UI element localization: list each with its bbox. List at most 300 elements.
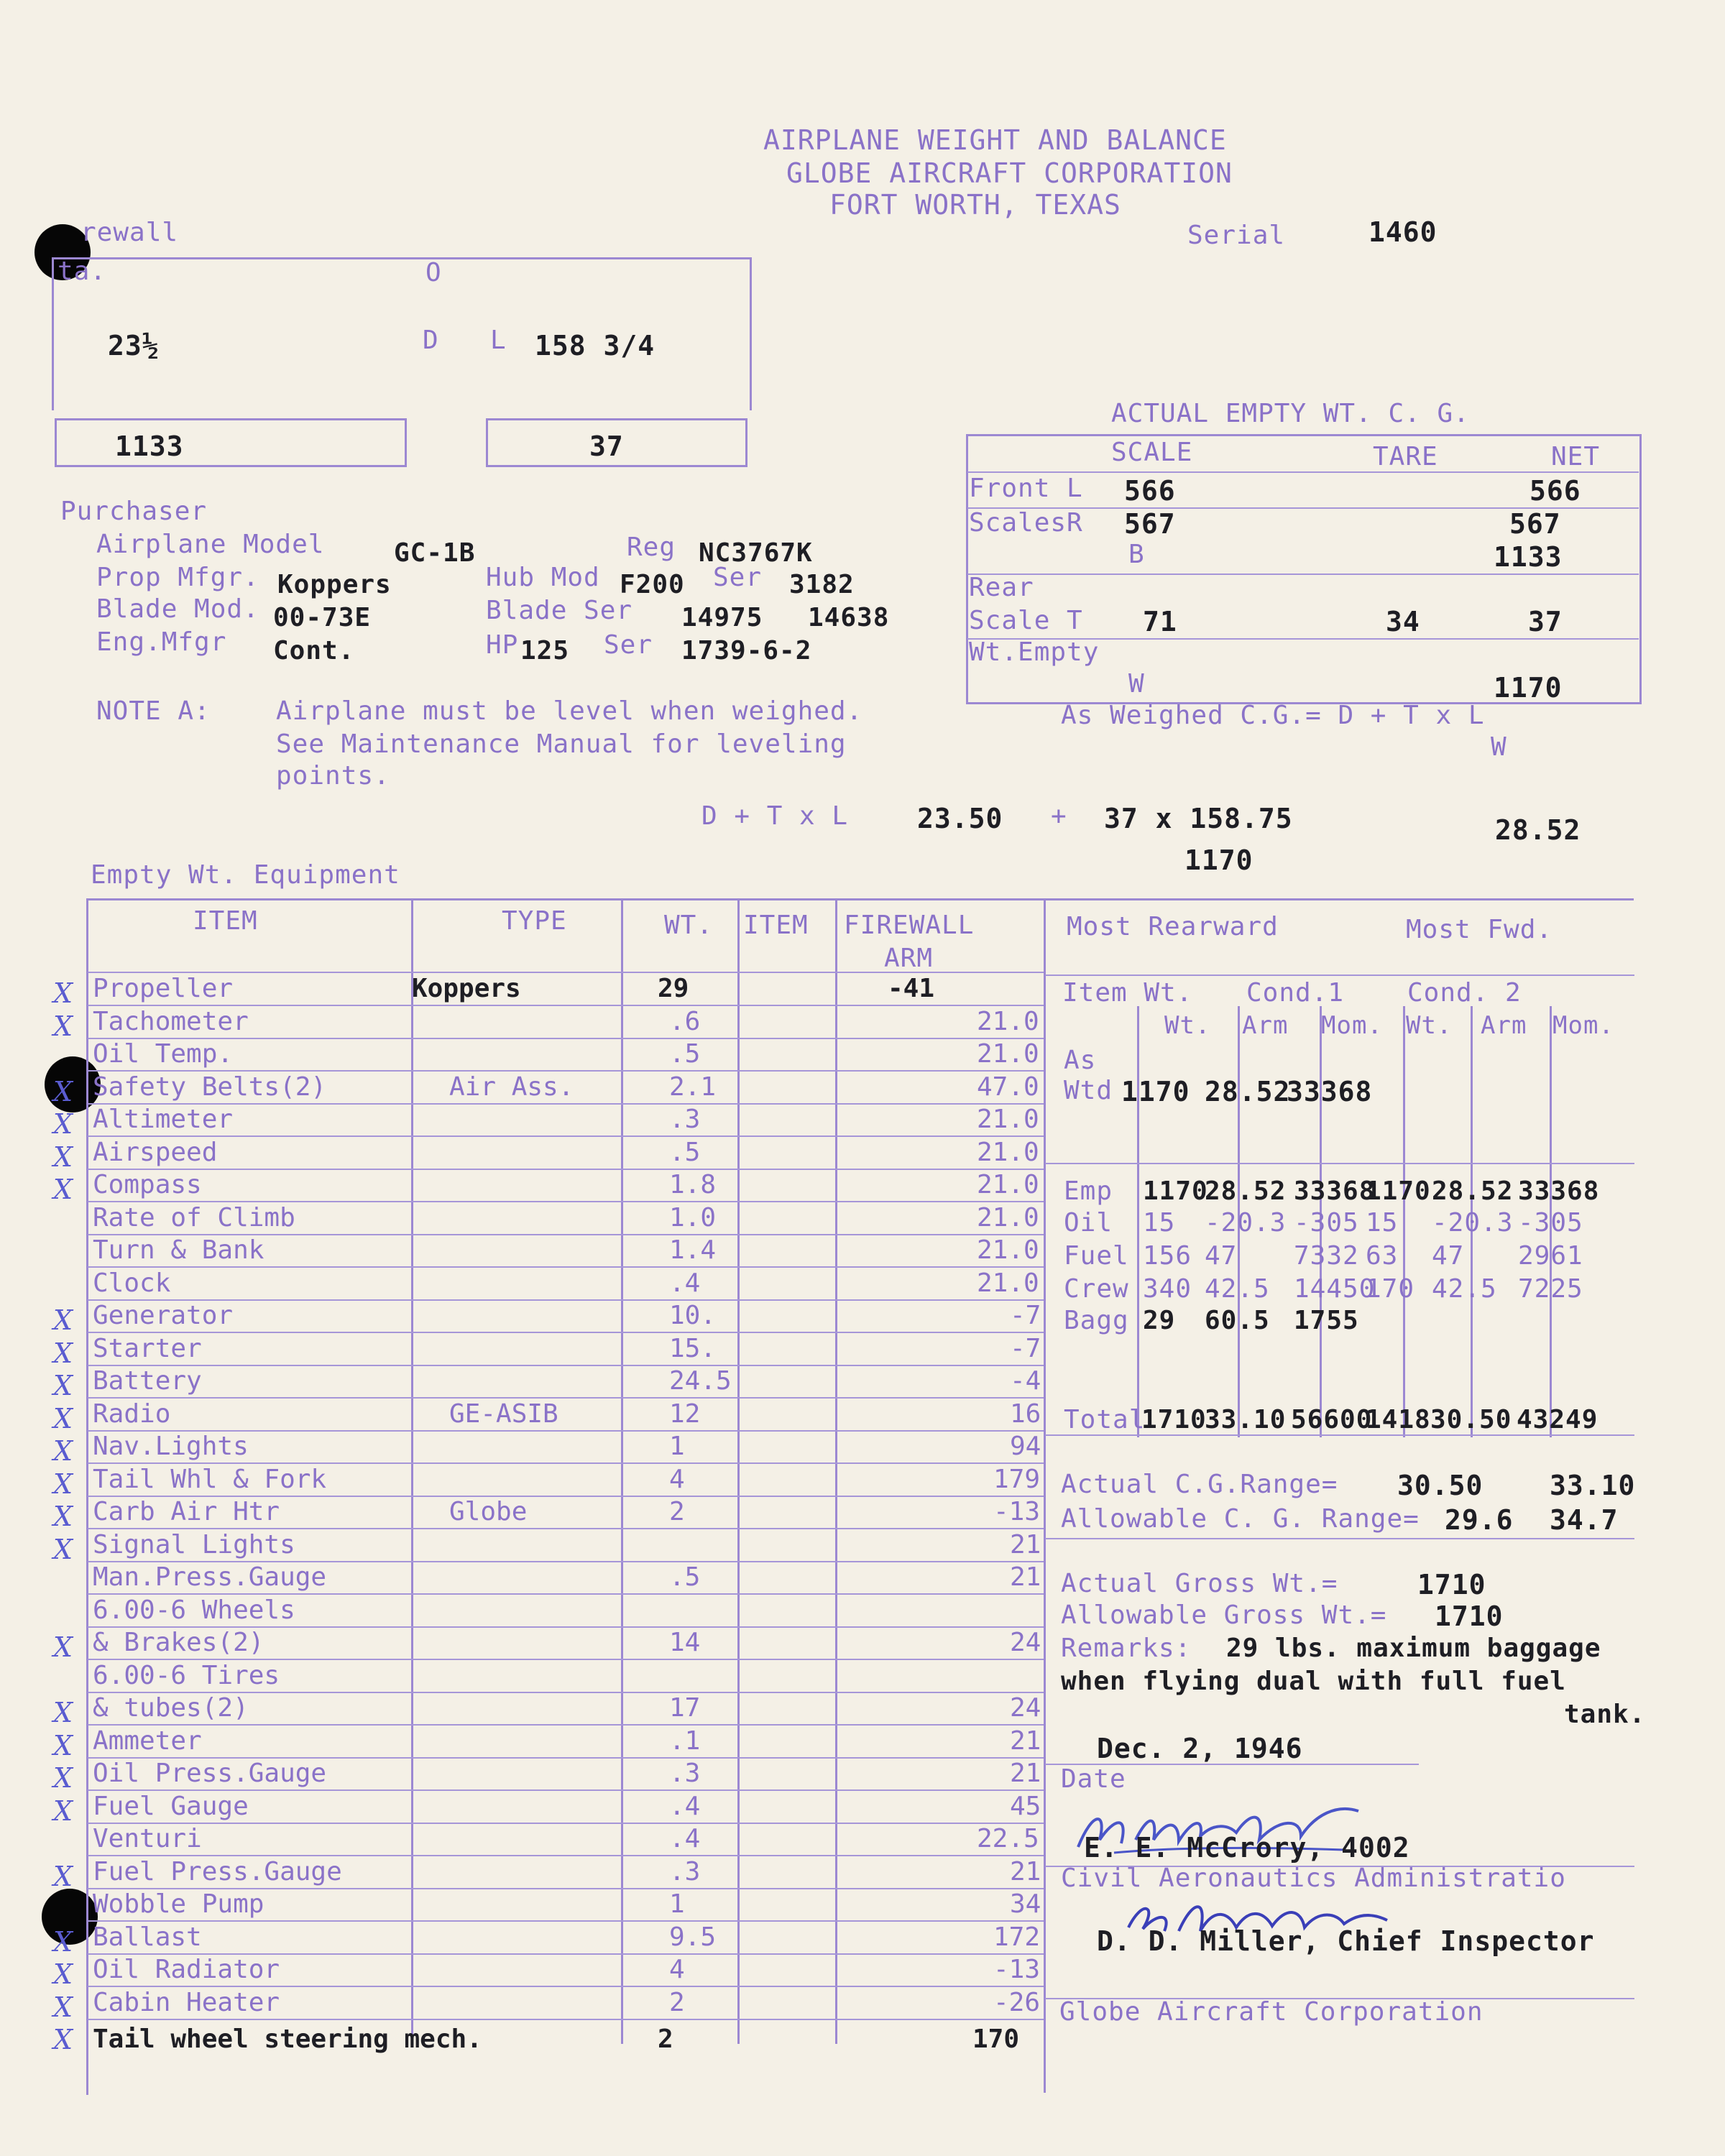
check-mark-icon: X <box>53 1501 73 1532</box>
row-item-name: Tachometer <box>93 1007 249 1036</box>
scales-scale: 567 <box>1124 508 1176 540</box>
cg-cell-wt1: 29 <box>1143 1306 1176 1335</box>
empty-cg-tare-header: TARE <box>1373 442 1438 471</box>
row-arm: 24 <box>1010 1628 1041 1657</box>
date-label: Date <box>1061 1764 1126 1794</box>
row-arm: -7 <box>1010 1334 1041 1363</box>
check-mark-icon: X <box>53 1861 73 1892</box>
cg-subheader: Wt. <box>1164 1011 1211 1040</box>
firewall-label: rewall <box>80 218 179 247</box>
cg-cell-arm2: -20.3 <box>1432 1208 1514 1238</box>
cg-cell-mom1: -305 <box>1294 1208 1359 1238</box>
firewall-weight: 1133 <box>115 430 184 462</box>
table-row <box>90 1429 1046 1462</box>
formula-divisor: 1170 <box>1184 844 1254 876</box>
check-mark-icon: X <box>53 1108 73 1140</box>
header-line3: FORT WORTH, TEXAS <box>829 189 1121 221</box>
row-weight: .3 <box>669 1857 701 1886</box>
scale-t-scale: 71 <box>1143 606 1177 637</box>
check-mark-icon: X <box>53 1370 73 1401</box>
table-row <box>90 1789 1046 1823</box>
front-label: Front L <box>969 474 1083 503</box>
row-arm: 21 <box>1010 1857 1041 1886</box>
row-weight: 17 <box>669 1693 701 1723</box>
firewall-zero: O <box>426 258 442 287</box>
row-weight: 29 <box>658 974 689 1003</box>
wt-empty-label: Wt.Empty <box>969 637 1100 667</box>
formula-plus: + <box>1051 801 1067 831</box>
check-mark-icon: X <box>53 1403 73 1434</box>
cg-cell-label: Bagg <box>1064 1306 1129 1335</box>
cg-cell-arm1: 47 <box>1205 1241 1238 1271</box>
front-scale: 566 <box>1124 475 1176 507</box>
row-type: Air Ass. <box>449 1072 574 1102</box>
cg-cell-wt2: 15 <box>1366 1208 1399 1238</box>
row-weight: 4 <box>669 1465 685 1494</box>
blade-label: Blade Mod. <box>96 594 259 624</box>
cg-cell-arm1: 42.5 <box>1205 1274 1270 1304</box>
row-weight: 2 <box>669 1497 685 1526</box>
row-item-name: Battery <box>93 1366 202 1396</box>
row-weight: 9.5 <box>669 1922 717 1952</box>
row-arm: 21 <box>1010 1562 1041 1592</box>
row-weight: .5 <box>669 1138 701 1167</box>
table-row <box>90 1953 1046 1986</box>
allow-gross-value: 1710 <box>1435 1600 1504 1632</box>
row-arm: 21 <box>1010 1759 1041 1788</box>
row-arm: 21.0 <box>977 1138 1039 1167</box>
row-type: GE-ASIB <box>449 1399 558 1429</box>
hub-value: F200 <box>620 570 685 599</box>
row-weight: .1 <box>669 1726 701 1756</box>
header-line2: GLOBE AIRCRAFT CORPORATION <box>786 157 1233 189</box>
cg-cell-arm1: -20.3 <box>1205 1208 1287 1238</box>
firewall-d-label: D <box>423 326 439 355</box>
row-weight: 2.1 <box>669 1072 717 1102</box>
header-item: ITEM <box>193 906 258 936</box>
as-row-mom: 33368 <box>1287 1076 1373 1107</box>
table-row <box>90 1691 1046 1724</box>
table-row <box>90 1005 1046 1038</box>
table-row <box>90 1135 1046 1169</box>
total-arm2: 30.50 <box>1430 1405 1512 1434</box>
row-weight: 1 <box>669 1889 685 1919</box>
row-item-name: Radio <box>93 1399 171 1429</box>
caa-label: Civil Aeronautics Administratio <box>1061 1864 1566 1893</box>
table-row <box>90 1822 1046 1855</box>
header-type: TYPE <box>502 906 567 936</box>
hub-label: Hub Mod <box>486 563 600 592</box>
eng-value: Cont. <box>273 636 355 665</box>
cg-cell-mom1: 1755 <box>1294 1306 1359 1335</box>
check-mark-icon: X <box>53 1926 73 1958</box>
table-row <box>90 1070 1046 1103</box>
check-mark-icon: X <box>53 1697 73 1728</box>
row-arm: -4 <box>1010 1366 1041 1396</box>
row-item-name: Venturi <box>93 1824 202 1853</box>
row-arm: 34 <box>1010 1889 1041 1919</box>
serial-value: 1460 <box>1368 216 1438 248</box>
table-row <box>90 2018 1046 2054</box>
actual-range-2: 33.10 <box>1550 1470 1636 1501</box>
as-row-arm: 28.52 <box>1205 1076 1291 1107</box>
cg-cell-mom2: 7225 <box>1518 1274 1583 1304</box>
row-arm: 179 <box>993 1465 1041 1494</box>
eng-ser-label: Ser <box>604 630 653 660</box>
item-wt-label: Item Wt. <box>1062 978 1193 1008</box>
row-weight: .5 <box>669 1039 701 1069</box>
row-item-name: 6.00-6 Wheels <box>93 1595 295 1625</box>
hp-value: 125 <box>520 636 570 665</box>
note-line3: points. <box>276 761 390 791</box>
formula-result: 28.52 <box>1495 814 1581 846</box>
gross-label: Actual Gross Wt.= <box>1061 1569 1338 1598</box>
row-arm: 21.0 <box>977 1235 1039 1265</box>
total-mom1: 56600 <box>1291 1405 1373 1434</box>
blade-ser-value-2: 14638 <box>808 603 890 632</box>
cg-subheader: Mom. <box>1552 1011 1614 1040</box>
check-mark-icon: X <box>53 1337 73 1369</box>
row-arm: 22.5 <box>977 1824 1039 1853</box>
row-item-name: Fuel Press.Gauge <box>93 1857 342 1886</box>
check-mark-icon: X <box>53 1631 73 1663</box>
row-weight: 15. <box>669 1334 717 1363</box>
eng-label: Eng.Mfgr <box>96 627 227 657</box>
total-wt1: 1710 <box>1141 1405 1207 1434</box>
row-weight: 10. <box>669 1301 717 1330</box>
row-item-name: Fuel Gauge <box>93 1792 249 1821</box>
row-item-name: 6.00-6 Tires <box>93 1661 280 1690</box>
firewall-d-value: 23½ <box>108 330 160 361</box>
cond1-label: Cond.1 <box>1246 978 1345 1008</box>
table-row <box>90 1397 1046 1430</box>
note-label: NOTE A: <box>96 696 211 726</box>
cg-cell-mom2: 2961 <box>1518 1241 1583 1271</box>
cg-cell-mom1: 7332 <box>1294 1241 1359 1271</box>
row-item-name: Oil Radiator <box>93 1955 280 1984</box>
row-item-name: Tail wheel steering mech. <box>93 2024 482 2054</box>
check-mark-icon: X <box>53 2024 73 2055</box>
table-row <box>90 1201 1046 1234</box>
blade-ser-label: Blade Ser <box>486 596 633 625</box>
row-arm: 21.0 <box>977 1268 1039 1298</box>
table-row <box>90 1593 1046 1626</box>
row-weight: .3 <box>669 1759 701 1788</box>
row-item-name: Airspeed <box>93 1138 218 1167</box>
table-row <box>90 1102 1046 1135</box>
row-weight: 1.0 <box>669 1203 717 1233</box>
row-item-name: Oil Temp. <box>93 1039 234 1069</box>
firewall-l-value: 158 3/4 <box>535 330 656 361</box>
blade-value: 00-73E <box>273 603 372 632</box>
row-weight: .5 <box>669 1562 701 1592</box>
cg-cell-wt1: 340 <box>1143 1274 1192 1304</box>
table-row <box>90 1724 1046 1757</box>
cg-cell-label: Fuel <box>1064 1241 1129 1271</box>
row-arm: 21.0 <box>977 1105 1039 1134</box>
check-mark-icon: X <box>53 1076 73 1107</box>
row-type: Globe <box>449 1497 528 1526</box>
table-row <box>90 1528 1046 1561</box>
firewall-tare: 37 <box>589 430 624 462</box>
header-firewall: FIREWALL <box>844 911 975 940</box>
row-arm: 172 <box>993 1922 1041 1952</box>
row-arm: -26 <box>993 1988 1041 2017</box>
row-weight: 4 <box>669 1955 685 1984</box>
firewall-l-label: L <box>490 326 507 355</box>
remarks-line2: when flying dual with full fuel <box>1061 1667 1566 1696</box>
as-weighed-formula: As Weighed C.G.= D + T x L <box>1061 701 1485 730</box>
model-value: GC-1B <box>394 538 476 568</box>
row-arm: -13 <box>993 1955 1041 1984</box>
scale-t-tare: 34 <box>1386 606 1420 637</box>
row-arm: 94 <box>1010 1432 1041 1461</box>
remarks-label: Remarks: <box>1061 1634 1192 1663</box>
formula-rest: 37 x 158.75 <box>1104 803 1293 834</box>
actual-range-1: 30.50 <box>1397 1470 1484 1501</box>
cg-cell-arm2: 47 <box>1432 1241 1465 1271</box>
actual-range-label: Actual C.G.Range= <box>1061 1470 1338 1499</box>
equipment-title: Empty Wt. Equipment <box>91 860 400 890</box>
total-wt2: 1418 <box>1366 1405 1431 1434</box>
serial-label: Serial <box>1187 221 1286 250</box>
total-arm1: 33.10 <box>1205 1405 1287 1434</box>
cg-cell-mom2: 33368 <box>1518 1176 1600 1206</box>
purchaser-label: Purchaser <box>60 497 208 526</box>
row-weight: .4 <box>669 1824 701 1853</box>
row-item-name: Ammeter <box>93 1726 202 1756</box>
scale-t-label: Scale T <box>969 606 1083 635</box>
firewall-weight-box <box>55 418 407 467</box>
globe-label: Globe Aircraft Corporation <box>1059 1997 1484 2027</box>
empty-cg-title: ACTUAL EMPTY WT. C. G. <box>1111 399 1470 428</box>
prop-value: Koppers <box>277 570 392 599</box>
header-arm: ARM <box>884 944 934 973</box>
table-row <box>90 1920 1046 1953</box>
allow-range-1: 29.6 <box>1445 1504 1514 1536</box>
remarks-line1: 29 lbs. maximum baggage <box>1226 1634 1601 1663</box>
most-fwd: Most Fwd. <box>1406 915 1553 944</box>
w-label: W <box>1128 669 1145 699</box>
row-item-name: & tubes(2) <box>93 1693 249 1723</box>
gross-value: 1710 <box>1417 1569 1486 1600</box>
table-row <box>90 1266 1046 1299</box>
table-row <box>90 1756 1046 1789</box>
table-row <box>90 1364 1046 1397</box>
firewall-sta-label: ta. <box>58 257 107 286</box>
table-row <box>90 1986 1046 2019</box>
row-weight: 14 <box>669 1628 701 1657</box>
remarks-line3: tank. <box>1564 1700 1646 1729</box>
row-type: Koppers <box>412 974 521 1003</box>
row-arm: 21 <box>1010 1726 1041 1756</box>
cg-cell-label: Oil <box>1064 1208 1113 1238</box>
row-item-name: Starter <box>93 1334 202 1363</box>
header-line1: AIRPLANE WEIGHT AND BALANCE <box>763 124 1227 156</box>
row-arm: 47.0 <box>977 1072 1039 1102</box>
header-item-2: ITEM <box>743 911 809 940</box>
check-mark-icon: X <box>53 1174 73 1205</box>
row-weight: .3 <box>669 1105 701 1134</box>
ser-value: 3182 <box>789 570 855 599</box>
scales-label: ScalesR <box>969 508 1083 538</box>
cg-cell-wt1: 1170 <box>1143 1176 1208 1206</box>
row-arm: 16 <box>1010 1399 1041 1429</box>
row-arm: 21.0 <box>977 1203 1039 1233</box>
check-mark-icon: X <box>53 1958 73 1990</box>
blade-ser-value: 14975 <box>681 603 763 632</box>
check-mark-icon: X <box>53 1991 73 2023</box>
hp-label: HP <box>486 630 519 660</box>
row-weight: .6 <box>669 1007 701 1036</box>
row-item-name: Generator <box>93 1301 234 1330</box>
cg-cell-label: Emp <box>1064 1176 1113 1206</box>
row-weight: 2 <box>669 1988 685 2017</box>
check-mark-icon: X <box>53 1762 73 1794</box>
table-row <box>90 1332 1046 1365</box>
cg-subheader: Arm <box>1481 1011 1527 1040</box>
cg-cell-wt2: 1170 <box>1366 1176 1431 1206</box>
table-row <box>90 1659 1046 1692</box>
row-item-name: Cabin Heater <box>93 1988 280 2017</box>
row-arm: 21.0 <box>977 1007 1039 1036</box>
table-row <box>90 1168 1046 1201</box>
row-item-name: Carb Air Htr <box>93 1497 280 1526</box>
table-row <box>90 1887 1046 1920</box>
row-item-name: Man.Press.Gauge <box>93 1562 327 1592</box>
row-item-name: Clock <box>93 1268 171 1298</box>
check-mark-icon: X <box>53 1468 73 1500</box>
table-row <box>90 1037 1046 1070</box>
table-row <box>90 1299 1046 1332</box>
cg-subheader: Mom. <box>1321 1011 1383 1040</box>
check-mark-icon: X <box>53 1534 73 1565</box>
row-arm: -41 <box>888 974 935 1003</box>
row-arm: 21.0 <box>977 1039 1039 1069</box>
header-wt: WT. <box>664 911 714 940</box>
signature-name-2: D. D. Miller, Chief Inspector <box>1097 1925 1595 1957</box>
row-arm: 24 <box>1010 1693 1041 1723</box>
check-mark-icon: X <box>53 1304 73 1336</box>
b-net: 1133 <box>1494 541 1563 573</box>
check-mark-icon: X <box>53 1795 73 1827</box>
row-item-name: Turn & Bank <box>93 1235 264 1265</box>
w-net: 1170 <box>1494 672 1563 704</box>
table-row <box>90 1495 1046 1528</box>
ser-label: Ser <box>713 563 763 592</box>
inspection-date: Dec. 2, 1946 <box>1097 1733 1303 1764</box>
row-arm: 45 <box>1010 1792 1041 1821</box>
row-item-name: Ballast <box>93 1922 202 1952</box>
as-row-label: Wtd <box>1064 1076 1113 1105</box>
row-item-name: Oil Press.Gauge <box>93 1759 327 1788</box>
eng-ser-value: 1739-6-2 <box>681 636 812 665</box>
row-item-name: Rate of Climb <box>93 1203 295 1233</box>
empty-cg-scale-header: SCALE <box>1111 438 1193 467</box>
table-row <box>90 1626 1046 1659</box>
formula-d: 23.50 <box>917 803 1003 834</box>
row-arm: -7 <box>1010 1301 1041 1330</box>
cg-cell-wt1: 156 <box>1143 1241 1192 1271</box>
allow-range-2: 34.7 <box>1550 1504 1619 1536</box>
signature-name-1: E. E. McCrory, 4002 <box>1084 1832 1410 1864</box>
row-weight: 1 <box>669 1432 685 1461</box>
cg-cell-wt2: 63 <box>1366 1241 1399 1271</box>
cg-subheader: Arm <box>1242 1011 1289 1040</box>
as-row-wt: 1170 <box>1121 1076 1190 1107</box>
b-label: B <box>1128 540 1145 569</box>
table-row <box>90 1233 1046 1266</box>
check-mark-icon: X <box>53 977 73 1009</box>
row-arm: 170 <box>972 2024 1020 2054</box>
row-item-name: Propeller <box>93 974 234 1003</box>
allow-range-label: Allowable C. G. Range= <box>1061 1504 1420 1534</box>
check-mark-icon: X <box>53 1010 73 1042</box>
row-weight: 12 <box>669 1399 701 1429</box>
row-item-name: Signal Lights <box>93 1530 295 1560</box>
row-item-name: & Brakes(2) <box>93 1628 264 1657</box>
cg-cell-mom2: -305 <box>1518 1208 1583 1238</box>
check-mark-icon: X <box>53 1435 73 1467</box>
check-mark-icon: X <box>53 1730 73 1761</box>
table-row <box>90 1462 1046 1496</box>
cg-cell-mom1: 14450 <box>1294 1274 1376 1304</box>
table-row <box>90 972 1046 1005</box>
row-item-name: Nav.Lights <box>93 1432 249 1461</box>
cg-cell-arm2: 28.52 <box>1432 1176 1514 1206</box>
as-label: As <box>1064 1046 1097 1075</box>
row-arm: 21.0 <box>977 1170 1039 1199</box>
model-label: Airplane Model <box>96 530 325 559</box>
as-weighed-w: W <box>1491 732 1507 762</box>
empty-cg-net-header: NET <box>1551 442 1601 471</box>
cg-cell-wt2: 170 <box>1366 1274 1415 1304</box>
note-line2: See Maintenance Manual for leveling <box>276 729 847 759</box>
row-item-name: Tail Whl & Fork <box>93 1465 327 1494</box>
front-net: 566 <box>1530 475 1581 507</box>
cg-cell-wt1: 15 <box>1143 1208 1176 1238</box>
cond2-label: Cond. 2 <box>1407 978 1522 1008</box>
scales-net: 567 <box>1509 508 1561 540</box>
cg-cell-arm1: 60.5 <box>1205 1306 1270 1335</box>
most-rearward: Most Rearward <box>1067 912 1279 941</box>
row-weight: .4 <box>669 1792 701 1821</box>
reg-label: Reg <box>627 533 676 562</box>
row-weight: .4 <box>669 1268 701 1298</box>
total-mom2: 43249 <box>1517 1405 1598 1434</box>
row-item-name: Wobble Pump <box>93 1889 264 1919</box>
row-arm: 21 <box>1010 1530 1041 1560</box>
rear-label: Rear <box>969 573 1034 602</box>
row-weight: 1.4 <box>669 1235 717 1265</box>
cg-subheader: Wt. <box>1406 1011 1453 1040</box>
row-item-name: Altimeter <box>93 1105 234 1134</box>
formula-label: D + T x L <box>702 801 849 831</box>
row-item-name: Compass <box>93 1170 202 1199</box>
total-label: Total <box>1064 1405 1146 1434</box>
allow-gross-label: Allowable Gross Wt.= <box>1061 1600 1387 1630</box>
prop-label: Prop Mfgr. <box>96 563 259 592</box>
cg-cell-label: Crew <box>1064 1274 1129 1304</box>
row-weight: 24.5 <box>669 1366 732 1396</box>
scale-t-net: 37 <box>1528 606 1563 637</box>
row-arm: -13 <box>993 1497 1041 1526</box>
table-row <box>90 1855 1046 1888</box>
check-mark-icon: X <box>53 1141 73 1173</box>
cg-cell-mom1: 33368 <box>1294 1176 1376 1206</box>
row-item-name: Safety Belts(2) <box>93 1072 327 1102</box>
cg-cell-arm1: 28.52 <box>1205 1176 1287 1206</box>
